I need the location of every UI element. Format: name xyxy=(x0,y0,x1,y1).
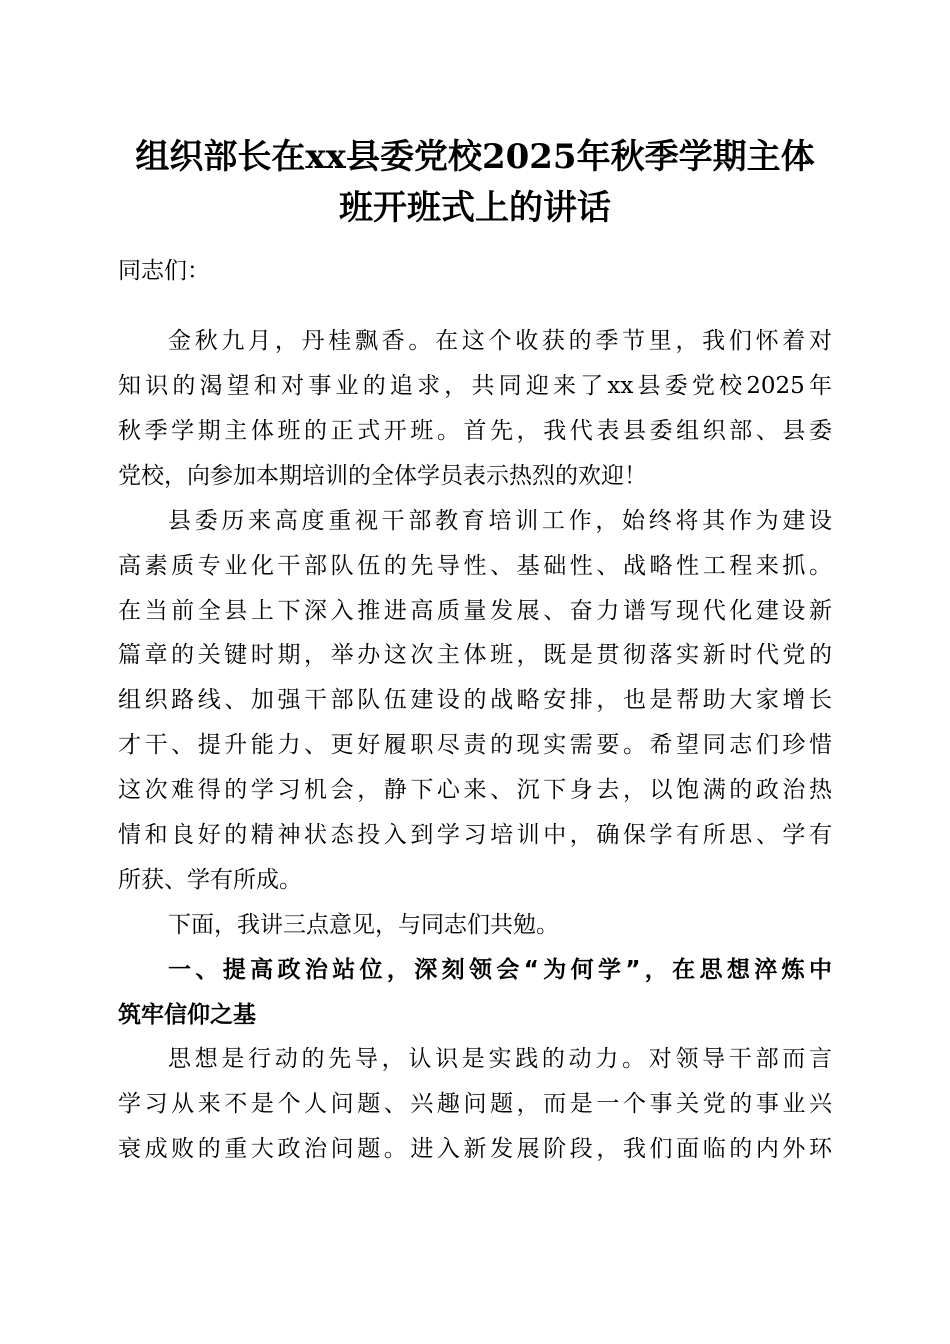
section-heading-line: 一、提高政治站位，深刻领会“为何学”，在思想淬炼中 xyxy=(168,957,832,983)
paragraph-line: 下面，我讲三点意见，与同志们共勉。 xyxy=(168,912,559,938)
paragraph-line: 组织路线、加强干部队伍建设的战略安排，也是帮助大家增长 xyxy=(118,687,832,713)
paragraph-line: 所获、学有所成。 xyxy=(118,867,302,893)
paragraph-line: 学习从来不是个人问题、兴趣问题，而是一个事关党的事业兴 xyxy=(118,1091,832,1117)
paragraph-line: 篇章的关键时期，举办这次主体班，既是贯彻落实新时代党的 xyxy=(118,642,832,668)
paragraph-line: 这次难得的学习机会，静下心来、沉下身去，以饱满的政治热 xyxy=(118,777,832,803)
paragraph-line: 党校，向参加本期培训的全体学员表示热烈的欢迎！ xyxy=(118,463,647,489)
document-title-line-1: 组织部长在xx县委党校2025年秋季学期主体 xyxy=(135,137,815,177)
paragraph-line: 秋季学期主体班的正式开班。首先，我代表县委组织部、县委 xyxy=(118,418,832,444)
document-title-line-2: 班开班式上的讲话 xyxy=(339,188,611,228)
paragraph-line: 县委历来高度重视干部教育培训工作，始终将其作为建设 xyxy=(168,508,832,534)
section-heading-line: 筑牢信仰之基 xyxy=(118,1002,256,1028)
salutation: 同志们： xyxy=(118,258,210,284)
paragraph-line: 衰成败的重大政治问题。进入新发展阶段，我们面临的内外环 xyxy=(118,1136,832,1162)
paragraph-line: 情和良好的精神状态投入到学习培训中，确保学有所思、学有 xyxy=(118,822,832,848)
paragraph-line: 知识的渴望和对事业的追求，共同迎来了xx县委党校2025年 xyxy=(118,373,832,399)
paragraph-line: 思想是行动的先导，认识是实践的动力。对领导干部而言 xyxy=(168,1046,832,1072)
paragraph-line: 高素质专业化干部队伍的先导性、基础性、战略性工程来抓。 xyxy=(118,553,832,579)
paragraph-line: 金秋九月，丹桂飘香。在这个收获的季节里，我们怀着对 xyxy=(168,328,832,354)
paragraph-line: 才干、提升能力、更好履职尽责的现实需要。希望同志们珍惜 xyxy=(118,732,832,758)
paragraph-line: 在当前全县上下深入推进高质量发展、奋力谱写现代化建设新 xyxy=(118,598,832,624)
